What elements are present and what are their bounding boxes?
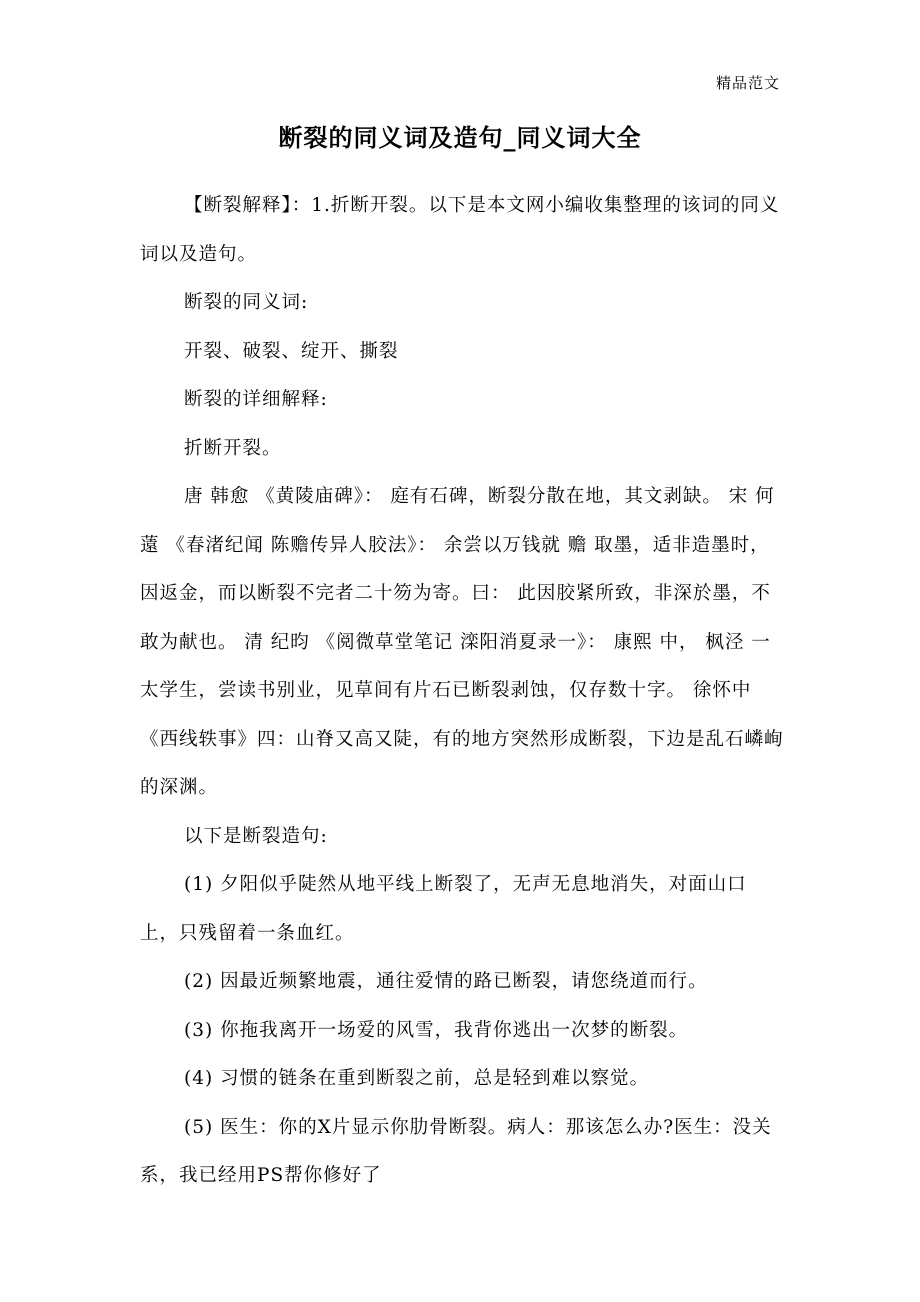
example-sentence-1: (1) 夕阳似乎陡然从地平线上断裂了，无声无息地消失，对面山口上，只残留着一条血红。 bbox=[140, 874, 747, 944]
paragraph-synonyms-heading: 断裂的同义词: bbox=[184, 292, 309, 313]
paragraph-citations: 唐 韩愈 《黄陵庙碑》： 庭有石碑，断裂分散在地，其文剥缺。 宋 何薳 《春渚纪闻 陈赡传异人胶法》： 余尝以万钱就 赡 取墨，适非造墨时，因返金，而以断裂不完者二十笏为寄。曰： 此因胶紧所致，非深於墨，不敢为献也。 清 纪昀 《阅微草堂笔记 滦阳消夏录一》： 康熙 中， 枫泾 一太学生，尝读书别业，见草间有片石已断裂剥蚀，仅存数十字。 徐怀中 《西线轶事》四：山脊又高又陡，有的地方突然形成断裂，下边是乱石嶙峋的深渊。 bbox=[140, 486, 784, 798]
example-sentence-4: (4) 习惯的链条在重到断裂之前，总是轻到难以察觉。 bbox=[184, 1068, 650, 1089]
paragraph-detail-definition: 折断开裂。 bbox=[184, 437, 282, 459]
paragraph-definition: 【断裂解释】：1.折断开裂。以下是本文网小编收集整理的该词的同义词以及造句。 bbox=[140, 195, 780, 265]
paragraph-sentences-heading: 以下是断裂造句: bbox=[184, 825, 328, 847]
example-sentence-2: (2) 因最近频繁地震，通往爱情的路已断裂，请您绕道而行。 bbox=[184, 971, 708, 992]
page-title: 断裂的同义词及造句_同义词大全 bbox=[278, 124, 642, 152]
header-tag: 精品范文 bbox=[715, 74, 780, 92]
example-sentence-5: (5) 医生：你的X片显示你肋骨断裂。病人：那该怎么办?医生：没关系，我已经用PS帮你修好了 bbox=[140, 1116, 772, 1186]
paragraph-synonyms-list: 开裂、破裂、绽开、撕裂 bbox=[184, 340, 399, 362]
example-sentence-3: (3) 你拖我离开一场爱的风雪，我背你逃出一次梦的断裂。 bbox=[184, 1019, 689, 1041]
document-body bbox=[140, 182, 785, 1201]
paragraph-detail-heading: 断裂的详细解释: bbox=[184, 389, 328, 410]
